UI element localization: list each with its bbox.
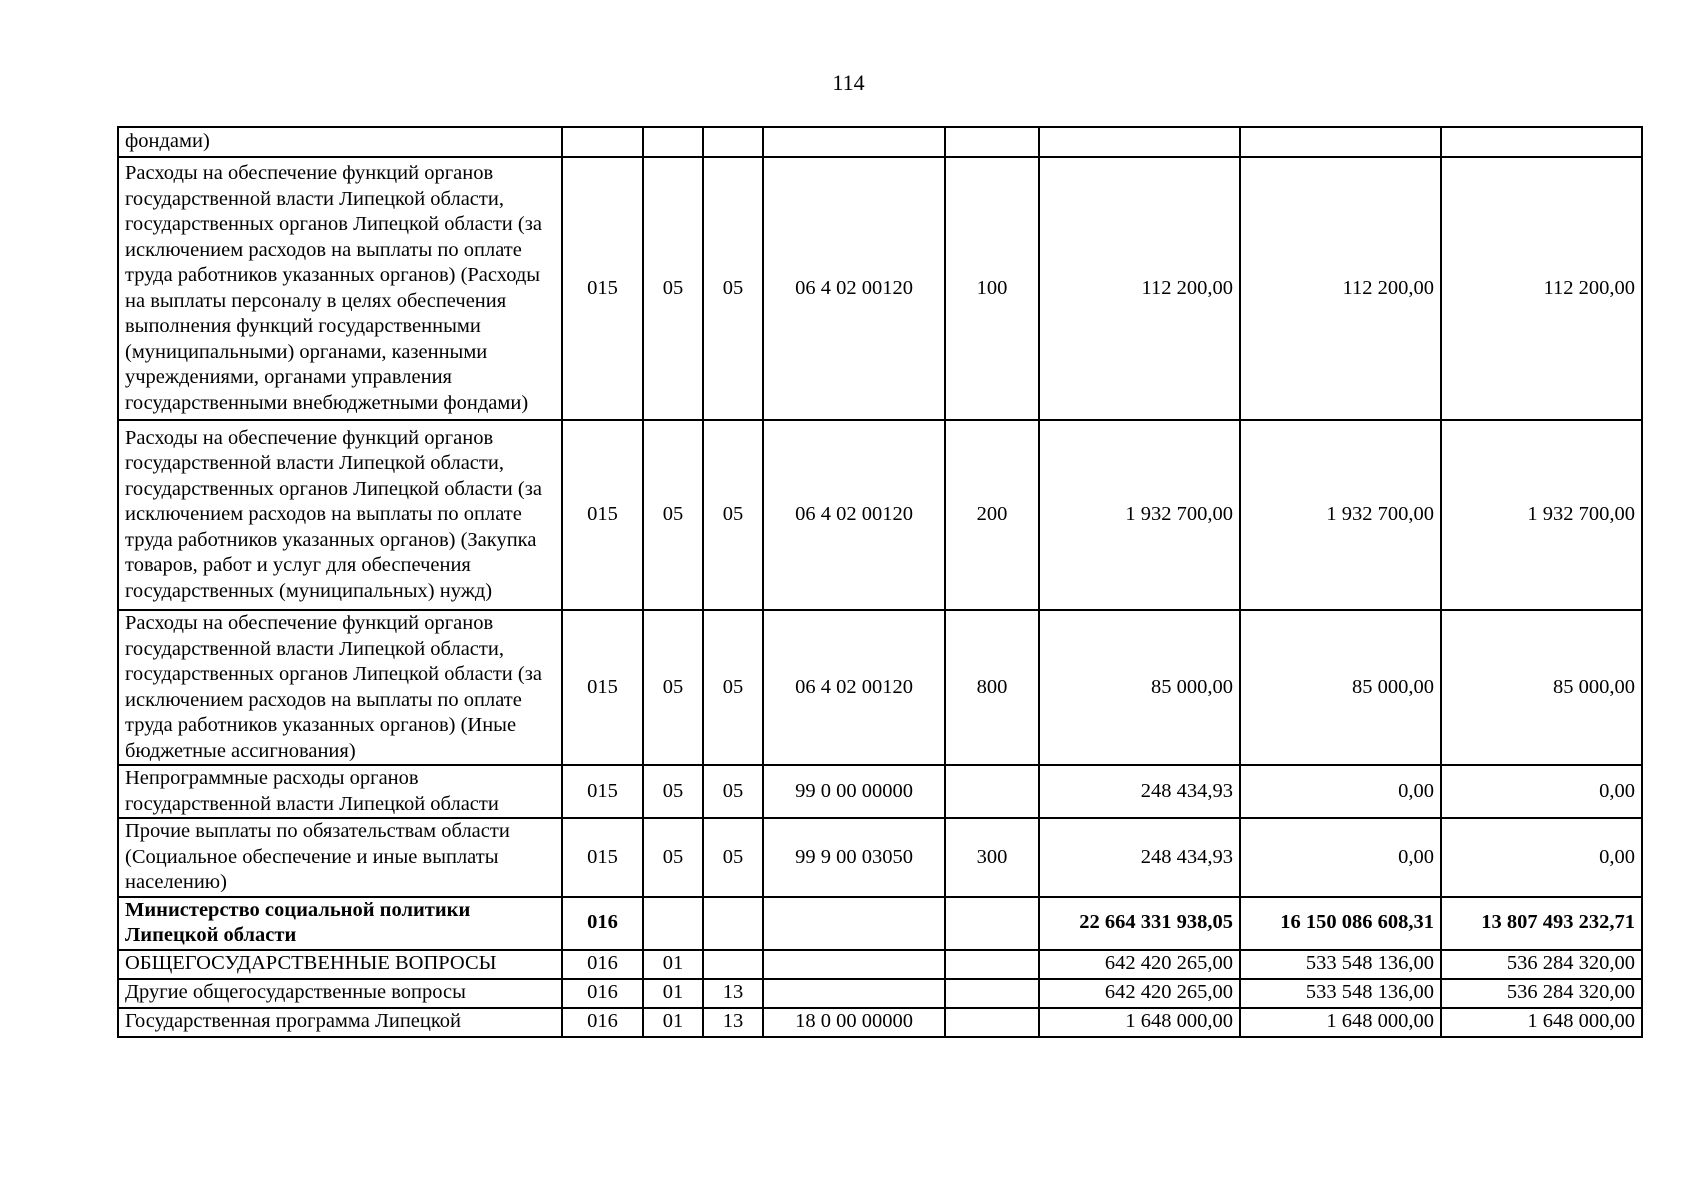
amount-year3-cell [1441,127,1642,157]
subsection-code-cell [703,127,763,157]
expense-type-cell [945,979,1039,1008]
subsection-code-cell: 05 [703,610,763,765]
amount-year3-cell: 536 284 320,00 [1441,979,1642,1008]
amount-year1-cell: 642 420 265,00 [1039,979,1240,1008]
amount-year3-cell: 0,00 [1441,765,1642,818]
amount-year3-cell: 536 284 320,00 [1441,950,1642,979]
amount-year2-cell: 112 200,00 [1240,157,1441,420]
amount-year1-cell: 642 420 265,00 [1039,950,1240,979]
amount-year2-cell: 1 648 000,00 [1240,1008,1441,1037]
amount-year2-cell: 0,00 [1240,765,1441,818]
expense-type-cell [945,765,1039,818]
row-name-cell: Министерство социальной политики Липецкой области [118,897,562,950]
amount-year3-cell: 0,00 [1441,818,1642,897]
target-article-cell: 06 4 02 00120 [763,610,945,765]
amount-year2-cell [1240,127,1441,157]
target-article-cell [763,127,945,157]
amount-year2-cell: 533 548 136,00 [1240,979,1441,1008]
amount-year1-cell: 112 200,00 [1039,157,1240,420]
admin-code-cell: 016 [562,897,643,950]
row-name-cell: Расходы на обеспечение функций органов государственной власти Липецкой области, государственных органов Липецкой области (за исключением расходов на выплаты по оплате труда работников указанных органов) (Закупка товаров, работ и услуг для обеспечения государственных (муниципальных) нужд) [118,420,562,610]
table-row [118,157,1642,420]
target-article-cell [763,979,945,1008]
subsection-code-cell: 05 [703,765,763,818]
section-code-cell: 05 [643,420,703,610]
target-article-cell: 06 4 02 00120 [763,157,945,420]
section-code-cell: 05 [643,818,703,897]
amount-year2-cell: 85 000,00 [1240,610,1441,765]
expense-type-cell: 200 [945,420,1039,610]
row-name-cell: Непрограммные расходы органов государственной власти Липецкой области [118,765,562,818]
table-row [118,127,1642,157]
amount-year1-cell: 248 434,93 [1039,765,1240,818]
subsection-code-cell: 05 [703,818,763,897]
subsection-code-cell [703,897,763,950]
amount-year2-cell: 1 932 700,00 [1240,420,1441,610]
amount-year1-cell: 22 664 331 938,05 [1039,897,1240,950]
table-row [118,950,1642,979]
amount-year2-cell: 533 548 136,00 [1240,950,1441,979]
expense-type-cell [945,950,1039,979]
row-name-cell: ОБЩЕГОСУДАРСТВЕННЫЕ ВОПРОСЫ [118,950,562,979]
target-article-cell: 99 0 00 00000 [763,765,945,818]
amount-year1-cell: 248 434,93 [1039,818,1240,897]
section-code-cell: 01 [643,950,703,979]
expense-type-cell [945,1008,1039,1037]
table-row [118,1008,1642,1037]
expense-type-cell [945,897,1039,950]
admin-code-cell: 016 [562,950,643,979]
table-row [118,420,1642,610]
admin-code-cell [562,127,643,157]
subsection-code-cell: 05 [703,157,763,420]
amount-year1-cell: 1 932 700,00 [1039,420,1240,610]
amount-year2-cell: 0,00 [1240,818,1441,897]
expense-type-cell: 800 [945,610,1039,765]
section-code-cell [643,127,703,157]
admin-code-cell: 015 [562,610,643,765]
amount-year2-cell: 16 150 086 608,31 [1240,897,1441,950]
section-code-cell: 05 [643,765,703,818]
table-row [118,897,1642,950]
amount-year3-cell: 112 200,00 [1441,157,1642,420]
admin-code-cell: 015 [562,765,643,818]
amount-year1-cell [1039,127,1240,157]
table-row [118,765,1642,818]
amount-year1-cell: 85 000,00 [1039,610,1240,765]
row-name-cell: фондами) [118,127,562,157]
target-article-cell: 99 9 00 03050 [763,818,945,897]
amount-year3-cell: 1 932 700,00 [1441,420,1642,610]
admin-code-cell: 015 [562,818,643,897]
admin-code-cell: 016 [562,1008,643,1037]
table-row [118,979,1642,1008]
subsection-code-cell: 13 [703,979,763,1008]
admin-code-cell: 015 [562,420,643,610]
table-row [118,818,1642,897]
table-row [118,610,1642,765]
expense-type-cell [945,127,1039,157]
expense-type-cell: 100 [945,157,1039,420]
page-number: 114 [832,70,865,95]
section-code-cell: 01 [643,1008,703,1037]
target-article-cell [763,950,945,979]
subsection-code-cell [703,950,763,979]
row-name-cell: Расходы на обеспечение функций органов государственной власти Липецкой области, государственных органов Липецкой области (за исключением расходов на выплаты по оплате труда работников указанных органов) (Иные бюджетные ассигнования) [118,610,562,765]
amount-year1-cell: 1 648 000,00 [1039,1008,1240,1037]
admin-code-cell: 016 [562,979,643,1008]
subsection-code-cell: 13 [703,1008,763,1037]
admin-code-cell: 015 [562,157,643,420]
target-article-cell: 06 4 02 00120 [763,420,945,610]
budget-table [117,126,1643,1038]
row-name-cell: Государственная программа Липецкой [118,1008,562,1037]
row-name-cell: Расходы на обеспечение функций органов государственной власти Липецкой области, государственных органов Липецкой области (за исключением расходов на выплаты по оплате труда работников указанных органов) (Расходы на выплаты персоналу в целях обеспечения выполнения функций государственными (муниципальными) органами, казенными учреждениями, органами управления государственными внебюджетными фондами) [118,157,562,420]
amount-year3-cell: 1 648 000,00 [1441,1008,1642,1037]
section-code-cell: 01 [643,979,703,1008]
row-name-cell: Другие общегосударственные вопросы [118,979,562,1008]
section-code-cell [643,897,703,950]
expense-type-cell: 300 [945,818,1039,897]
amount-year3-cell: 85 000,00 [1441,610,1642,765]
amount-year3-cell: 13 807 493 232,71 [1441,897,1642,950]
target-article-cell [763,897,945,950]
target-article-cell: 18 0 00 00000 [763,1008,945,1037]
section-code-cell: 05 [643,157,703,420]
subsection-code-cell: 05 [703,420,763,610]
row-name-cell: Прочие выплаты по обязательствам области (Социальное обеспечение и иные выплаты населению) [118,818,562,897]
section-code-cell: 05 [643,610,703,765]
